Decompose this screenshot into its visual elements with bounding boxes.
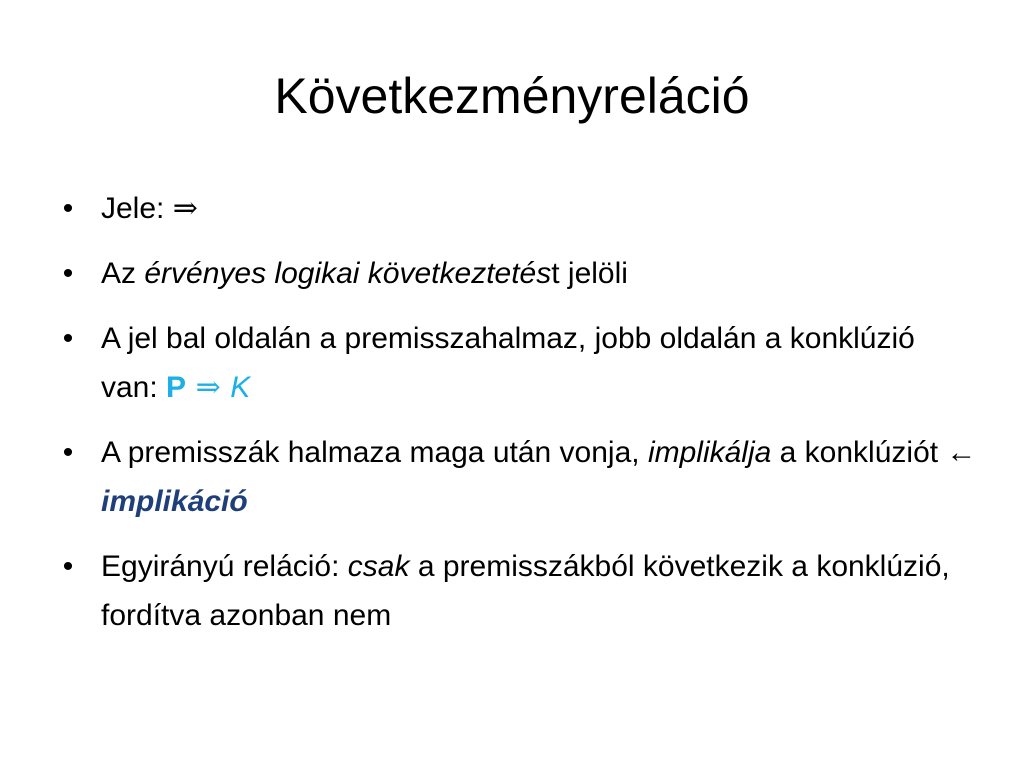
bullet-item-egyiranyu: [58, 542, 978, 640]
bullet-text: Jele:: [101, 192, 173, 225]
bullet-text: a konklúziót ←: [771, 436, 977, 469]
bullet-marker: •: [62, 436, 74, 469]
bullet-text: A jel bal oldalán a premisszahalmaz, jobb oldalán a konklúzió van:: [101, 322, 915, 404]
bullet-text: t jelöli: [551, 257, 628, 290]
bullet-list: [58, 184, 978, 656]
slide-title: Következményreláció: [274, 68, 750, 124]
bullet-item-oldal: [58, 314, 978, 412]
conclusion-symbol: K: [230, 371, 251, 404]
bullet-marker: •: [62, 257, 74, 290]
bullet-item-ervenyes: [58, 249, 978, 298]
premise-symbol: P: [166, 371, 187, 404]
bullet-marker: •: [62, 322, 74, 355]
bullet-marker: •: [62, 550, 74, 583]
italic-term: implikálja: [647, 436, 772, 469]
italic-term: csak: [347, 550, 410, 583]
bullet-text: A premisszák halmaza maga után vonja,: [101, 436, 648, 469]
bullet-marker: •: [62, 192, 74, 225]
highlighted-term: implikáció: [101, 485, 248, 518]
bullet-text: Egyirányú reláció:: [101, 550, 348, 583]
bullet-item-jele: [58, 184, 978, 233]
bullet-item-implikalja: [58, 428, 978, 526]
implication-symbol: ⇒: [186, 370, 231, 405]
italic-term: érvényes logikai következtetés: [144, 257, 552, 290]
bullet-text: Az: [101, 257, 145, 290]
implication-symbol: ⇒: [172, 191, 198, 226]
bullet-text: a premisszákból következik a konklúzió, fordítva azonban nem: [101, 550, 950, 632]
